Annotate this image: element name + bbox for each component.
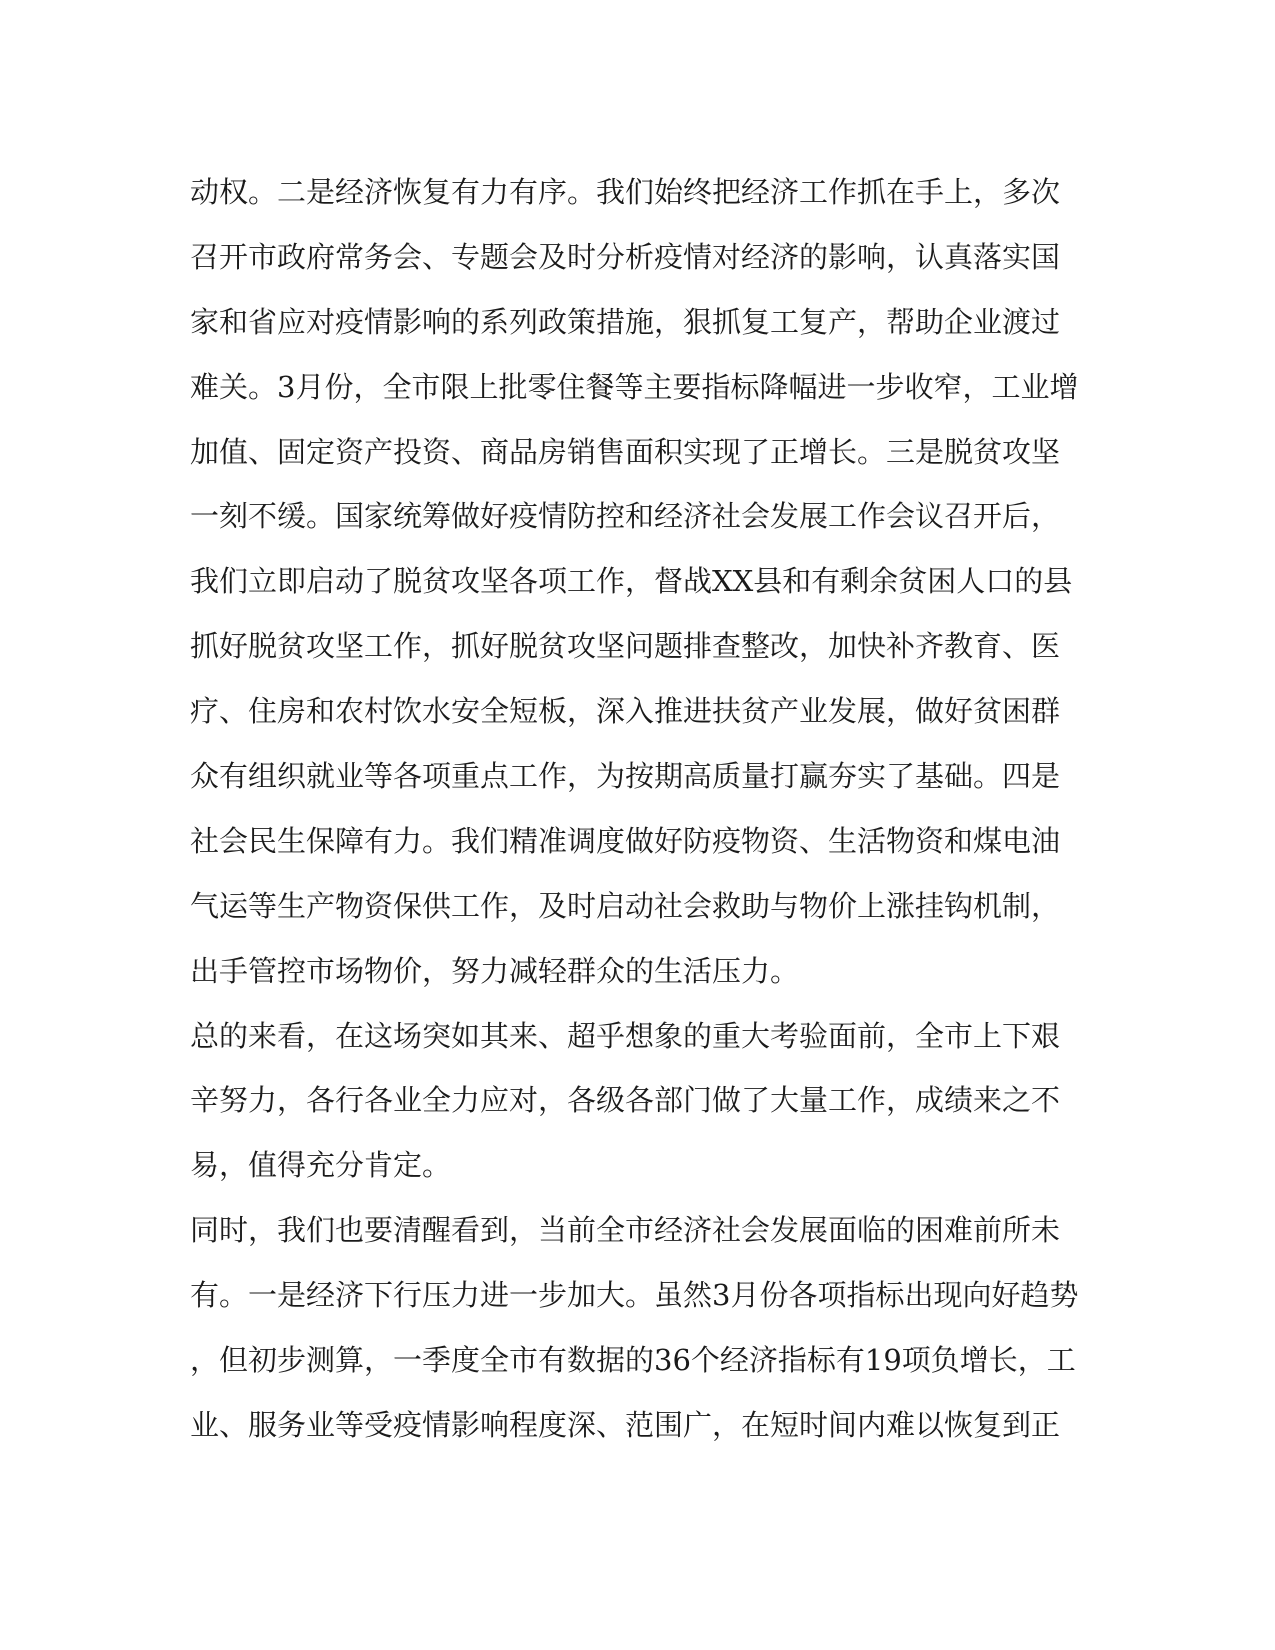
- text-line: 同时，我们也要清醒看到，当前全市经济社会发展面临的困难前所未: [190, 1213, 1061, 1248]
- text-line: 气运等生产物资保供工作，及时启动社会救助与物价上涨挂钩机制，: [190, 888, 1061, 923]
- text-line: 辛努力，各行各业全力应对，各级各部门做了大量工作，成绩来之不: [190, 1083, 1061, 1118]
- text-line: 我们立即启动了脱贫攻坚各项工作，督战XX县和有剩余贫困人口的县: [190, 564, 1073, 599]
- text-line: 社会民生保障有力。我们精准调度做好防疫物资、生活物资和煤电油: [190, 823, 1061, 858]
- text-line: 总的来看，在这场突如其来、超乎想象的重大考验面前，全市上下艰: [190, 1018, 1061, 1053]
- text-line: 加值、固定资产投资、商品房销售面积实现了正增长。三是脱贫攻坚: [190, 434, 1061, 469]
- text-line: 出手管控市场物价，努力减轻群众的生活压力。: [190, 953, 800, 988]
- text-line: 一刻不缓。国家统筹做好疫情防控和经济社会发展工作会议召开后，: [190, 499, 1061, 534]
- text-line: 难关。3月份，全市限上批零住餐等主要指标降幅进一步收窄，工业增: [190, 369, 1079, 404]
- text-line: ，但初步测算，一季度全市有数据的36个经济指标有19项负增长，工: [190, 1343, 1076, 1378]
- body-text: [190, 160, 1090, 1458]
- text-line: 众有组织就业等各项重点工作，为按期高质量打赢夯实了基础。四是: [190, 759, 1061, 794]
- text-line: 抓好脱贫攻坚工作，抓好脱贫攻坚问题排查整改，加快补齐教育、医: [190, 629, 1061, 664]
- text-line: 易，值得充分肯定。: [190, 1148, 452, 1183]
- text-line: 动权。二是经济恢复有力有序。我们始终把经济工作抓在手上，多次: [190, 175, 1061, 209]
- text-line: 召开市政府常务会、专题会及时分析疫情对经济的影响，认真落实国: [190, 239, 1061, 274]
- text-line: 有。一是经济下行压力进一步加大。虽然3月份各项指标出现向好趋势: [190, 1278, 1079, 1313]
- text-line: 疗、住房和农村饮水安全短板，深入推进扶贫产业发展，做好贫困群: [190, 694, 1061, 729]
- text-line: 业、服务业等受疫情影响程度深、范围广，在短时间内难以恢复到正: [190, 1407, 1061, 1442]
- text-line: 家和省应对疫情影响的系列政策措施，狠抓复工复产，帮助企业渡过: [190, 304, 1061, 339]
